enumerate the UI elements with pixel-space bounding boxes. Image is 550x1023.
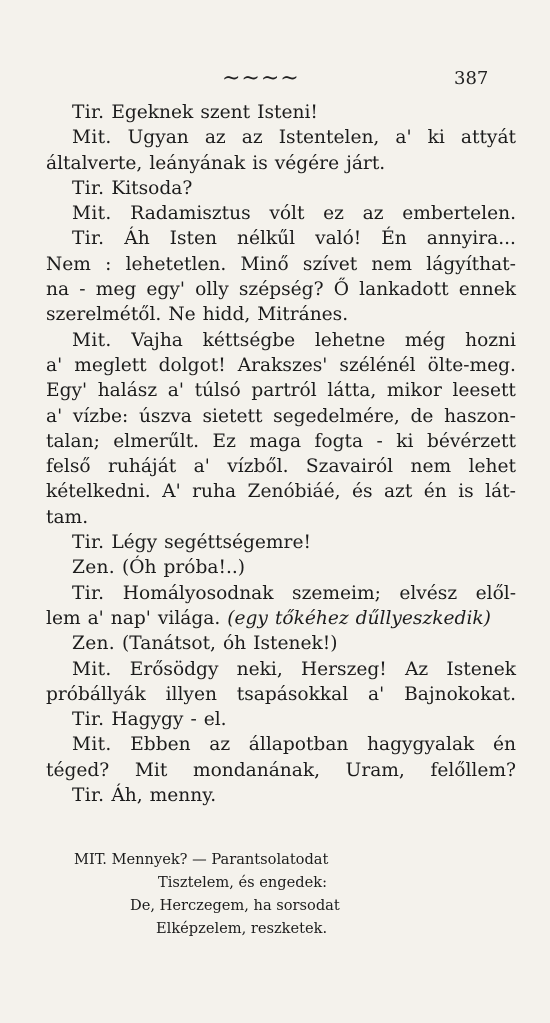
word: Isteni! xyxy=(257,102,318,123)
word: - xyxy=(376,430,383,452)
word: vízből. xyxy=(227,456,289,478)
word: tsapásokkal xyxy=(236,683,349,705)
word: hidd, xyxy=(202,304,251,326)
word: az xyxy=(209,734,231,756)
word: Ne xyxy=(168,304,196,326)
word: elől- xyxy=(475,582,516,604)
word: leányának xyxy=(149,152,246,174)
text-line xyxy=(46,378,516,403)
word: illyen xyxy=(165,683,217,705)
word: halász xyxy=(97,380,158,402)
dialogue-text xyxy=(46,100,516,808)
word: na xyxy=(46,279,70,301)
word: világa. xyxy=(157,607,221,629)
header-ornament: ~~~~ xyxy=(222,66,300,91)
text-line xyxy=(46,252,516,277)
word: attyát xyxy=(460,127,516,149)
word: nap' xyxy=(110,607,151,629)
word: ez xyxy=(323,203,344,225)
word: Hagygy xyxy=(111,709,184,731)
word: Egy' xyxy=(46,380,88,402)
text-line xyxy=(46,657,516,682)
word: Vajha xyxy=(131,329,183,351)
speaker-name: Tir. xyxy=(72,177,105,199)
text-line xyxy=(46,302,516,327)
text-line xyxy=(46,505,516,530)
word: Radamisztus xyxy=(130,203,251,225)
word: kételkedni. xyxy=(46,481,151,503)
word: felőllem? xyxy=(430,759,516,781)
word: fogta xyxy=(314,430,364,452)
word: sietett xyxy=(202,405,263,427)
word: Minő xyxy=(240,253,289,275)
speaker-name: Tir. xyxy=(72,582,105,604)
word: bévérzett xyxy=(426,430,516,452)
word: szélénél xyxy=(339,354,416,376)
word: szerelmétől. xyxy=(46,304,162,326)
verse-line: Elképzelem, reszketek. xyxy=(156,920,328,937)
word: meglett xyxy=(74,354,147,376)
word: tam. xyxy=(46,506,89,528)
word: Szavairól xyxy=(305,456,394,478)
word: Ez xyxy=(212,430,236,452)
word: a' xyxy=(167,380,184,402)
word: vólt xyxy=(269,203,305,225)
page-number: 387 xyxy=(454,68,489,89)
word: nem xyxy=(371,253,413,275)
word: járt. xyxy=(346,152,386,174)
word: ruha xyxy=(192,481,237,503)
word: dűllyeszkedik) xyxy=(355,607,491,629)
word: haszon- xyxy=(444,405,516,427)
word: elvész xyxy=(399,582,458,604)
word: még xyxy=(404,329,446,351)
speaker-name: Mit. xyxy=(72,127,112,149)
word: való! xyxy=(315,228,362,250)
word: is xyxy=(458,481,474,503)
word: hagygyalak xyxy=(367,734,475,756)
word: végére xyxy=(274,152,340,174)
word: lehetetlen. xyxy=(125,253,227,275)
word: mondanának, xyxy=(192,759,321,781)
word: a' xyxy=(46,405,63,427)
text-line xyxy=(46,125,516,150)
word: Isten xyxy=(169,228,217,250)
speaker-name: Mit. xyxy=(72,658,112,680)
text-line xyxy=(46,707,516,732)
word: de xyxy=(410,405,434,427)
word: Ő xyxy=(333,279,349,301)
word: leesett xyxy=(452,380,516,402)
speaker-name: Mit. xyxy=(72,203,112,225)
speaker-name: Mit. xyxy=(72,734,112,756)
word: Herszeg! xyxy=(300,658,387,680)
verse-line: MIT. Mennyek? — Parantsolatodat xyxy=(74,851,329,868)
word: Egeknek xyxy=(111,102,194,123)
word: egy' xyxy=(146,279,185,301)
speaker-name: Tir. xyxy=(72,228,105,250)
word: úszva xyxy=(138,405,192,427)
word: állapotban xyxy=(248,734,349,756)
word: is xyxy=(252,152,268,174)
word: (egy xyxy=(227,607,268,629)
word: segedelmére, xyxy=(273,405,400,427)
word: Ugyan xyxy=(127,127,189,149)
word: - xyxy=(79,279,86,301)
word: Uram, xyxy=(345,759,405,781)
word: azt xyxy=(383,481,413,503)
word: a' xyxy=(395,127,412,149)
word: és xyxy=(351,481,373,503)
word: óh xyxy=(222,633,247,655)
word: (Tanátsot, xyxy=(122,633,216,655)
word: elmerűlt. xyxy=(113,430,200,452)
text-line xyxy=(46,404,516,429)
word: Istenek xyxy=(446,658,516,680)
word: Erősödgy xyxy=(129,658,219,680)
word: Légy xyxy=(111,532,158,554)
word: szépség? xyxy=(238,279,324,301)
word: ennek xyxy=(458,279,516,301)
word: : xyxy=(105,253,112,275)
word: partról xyxy=(251,380,317,402)
text-line xyxy=(46,353,516,378)
verse-block xyxy=(60,848,500,940)
word: a' xyxy=(193,456,210,478)
word: dolgot! xyxy=(158,354,226,376)
word: az xyxy=(241,127,263,149)
word: ruháját xyxy=(108,456,177,478)
text-line xyxy=(46,682,516,707)
text-line xyxy=(46,100,516,125)
word: hozni xyxy=(465,329,516,351)
word: (Óh xyxy=(122,557,157,579)
word: olly xyxy=(195,279,229,301)
text-line xyxy=(46,732,516,757)
word: lehetne xyxy=(314,329,386,351)
word: embertelen. xyxy=(402,203,516,225)
word: el. xyxy=(203,709,227,731)
word: a' xyxy=(87,607,104,629)
speaker-name: Tir. xyxy=(72,102,105,123)
speaker-name: Tir. xyxy=(72,709,105,731)
text-line xyxy=(46,581,516,606)
word: ölte-meg. xyxy=(427,354,516,376)
word: neki, xyxy=(236,658,283,680)
word: Zenóbiáé, xyxy=(247,481,341,503)
word: Ebben xyxy=(130,734,191,756)
word: maga xyxy=(249,430,302,452)
text-line xyxy=(46,277,516,302)
word: lágyíthat- xyxy=(426,253,516,275)
word: téged? xyxy=(46,759,110,781)
word: szívet xyxy=(302,253,358,275)
word: felső xyxy=(46,456,91,478)
text-line xyxy=(46,226,516,251)
word: általverte, xyxy=(46,152,143,174)
word: szent xyxy=(200,102,251,123)
text-line xyxy=(46,631,516,656)
word: Arakszes' xyxy=(237,354,328,376)
text-line xyxy=(46,151,516,176)
word: Kitsoda? xyxy=(111,177,193,199)
word: vízbe: xyxy=(72,405,129,427)
word: menny. xyxy=(149,785,217,807)
text-line xyxy=(46,454,516,479)
word: segéttségemre! xyxy=(164,532,311,554)
word: a' xyxy=(46,354,63,376)
text-line xyxy=(46,176,516,201)
word: én xyxy=(423,481,447,503)
word: lát- xyxy=(485,481,516,503)
word: Áh xyxy=(124,228,150,250)
word: meg xyxy=(95,279,137,301)
word: tőkéhez xyxy=(274,607,349,629)
word: lem xyxy=(46,607,81,629)
speaker-name: Zen. xyxy=(72,557,116,579)
word: nélkűl xyxy=(236,228,296,250)
word: talan; xyxy=(46,430,100,452)
word: A' xyxy=(162,481,181,503)
word: Istenek!) xyxy=(253,633,338,655)
word: lehet xyxy=(468,456,516,478)
word: én xyxy=(492,734,516,756)
word: Mitránes. xyxy=(257,304,349,326)
word: az xyxy=(204,127,226,149)
speaker-name: Tir. xyxy=(72,785,105,807)
text-line xyxy=(46,530,516,555)
word: Én xyxy=(381,228,407,250)
word: ki xyxy=(396,430,414,452)
speaker-name: Tir. xyxy=(72,532,105,554)
word: kéttségbe xyxy=(202,329,296,351)
verse-line: De, Herczegem, ha sorsodat xyxy=(130,897,340,914)
word: Nem xyxy=(46,253,91,275)
word: túlsó xyxy=(194,380,241,402)
text-line xyxy=(46,758,516,783)
text-line xyxy=(46,555,516,580)
word: Homályosodnak xyxy=(122,582,274,604)
text-line xyxy=(46,479,516,504)
word: lankadott xyxy=(359,279,449,301)
word: mikor xyxy=(386,380,442,402)
word: - xyxy=(190,709,197,731)
word: próbállyák xyxy=(46,683,146,705)
speaker-name: Zen. xyxy=(72,633,116,655)
text-line xyxy=(46,201,516,226)
word: Mit xyxy=(134,759,168,781)
word: Az xyxy=(404,658,429,680)
word: nem xyxy=(410,456,452,478)
word: látta, xyxy=(327,380,377,402)
verse-line: Tisztelem, és engedek: xyxy=(158,874,328,891)
text-line xyxy=(46,606,516,631)
text-line xyxy=(46,429,516,454)
speaker-name: Mit. xyxy=(72,329,112,351)
word: Bajnokokat. xyxy=(404,683,516,705)
text-line xyxy=(46,328,516,353)
word: annyira... xyxy=(426,228,516,250)
word: Istentelen, xyxy=(278,127,380,149)
word: az xyxy=(362,203,384,225)
word: próba!..) xyxy=(163,557,246,579)
word: Áh, xyxy=(111,785,143,807)
text-line xyxy=(46,783,516,808)
word: szemeim; xyxy=(292,582,381,604)
word: ki xyxy=(427,127,445,149)
word: a' xyxy=(368,683,385,705)
